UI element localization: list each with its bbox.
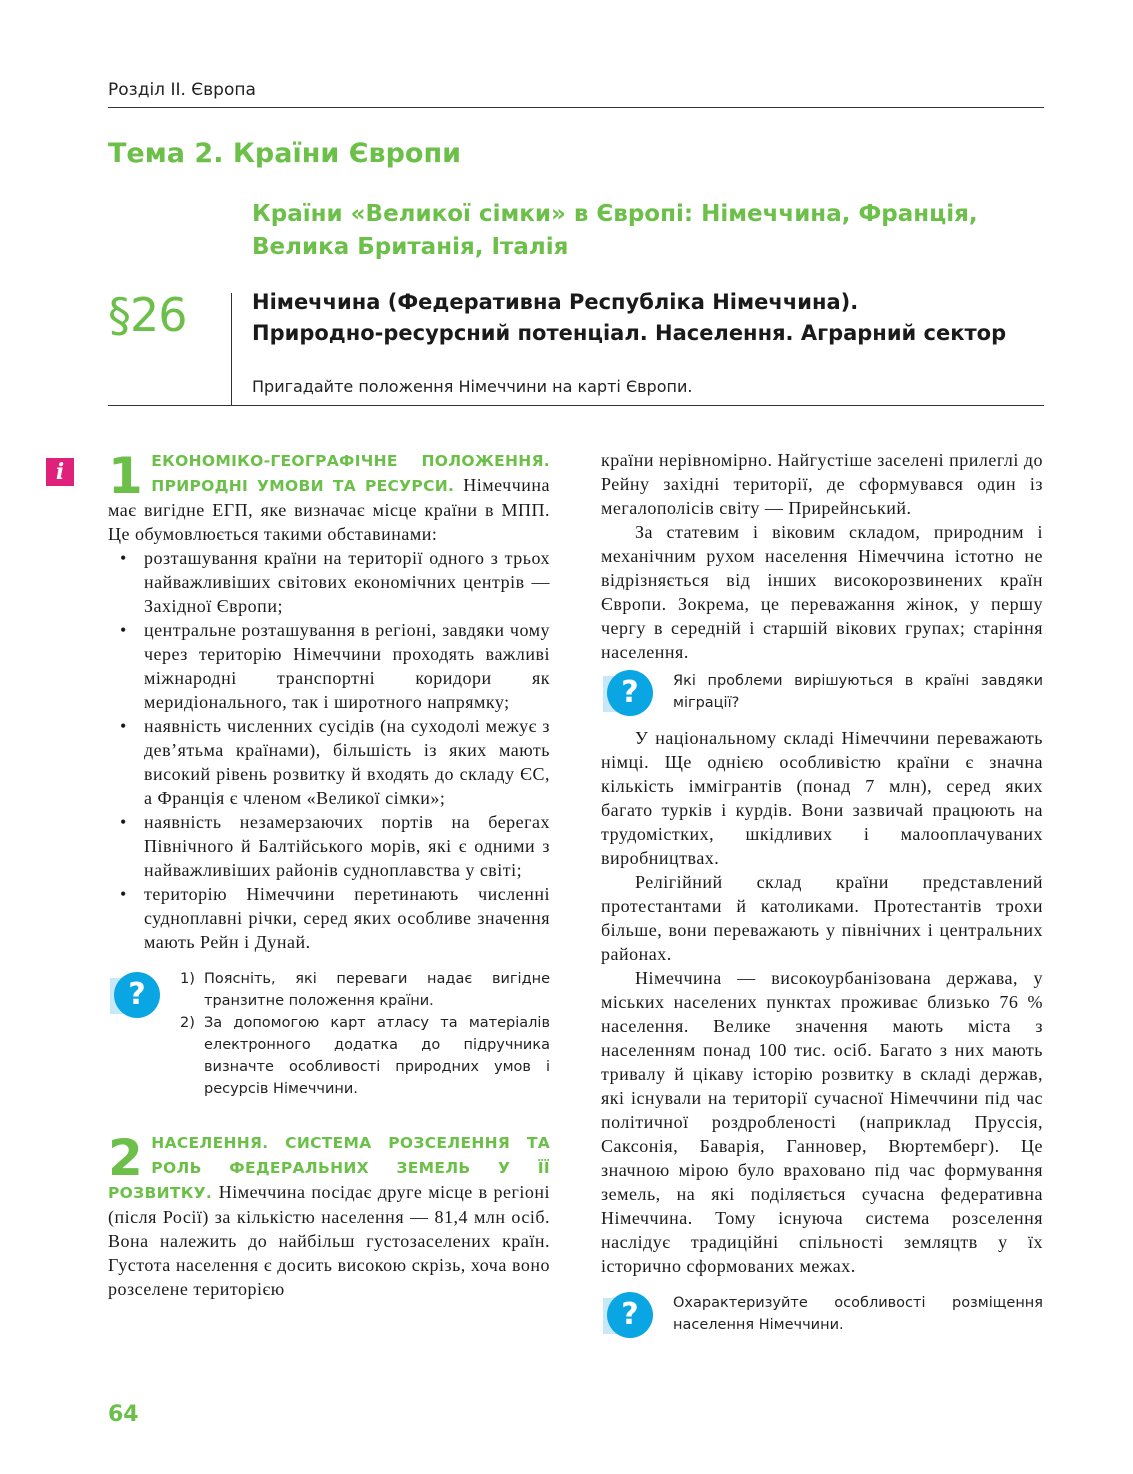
paragraph-rule xyxy=(108,405,1044,406)
section-1 xyxy=(108,448,550,546)
header-rule xyxy=(108,107,1044,108)
question-item xyxy=(180,968,550,1012)
list-item: • територію Німеччини перетинають численні судноплавні річки, серед яких особливе значення мають Рейн і Дунай. xyxy=(108,882,550,954)
paragraph-national-composition: У національному складі Німеччини переважають німці. Ще однією особливістю країни є значна кількість іммігрантів (понад 7 млн), серед яких багато турків і курдів. Вони зазвичай працюють на трудомістких, шкідливих і малооплачуваних виробництвах. xyxy=(601,728,1043,868)
section-1-bullet-list xyxy=(108,546,550,954)
info-icon: i xyxy=(46,458,74,486)
section-2-number: 2 xyxy=(108,1129,144,1187)
paragraph-urbanization: Німеччина — високоурбанізована держава, у міських населених пунктах проживає близько 76 % населення. Велике значення мають міста з населенням понад 100 тис. осіб. Багато з них мають тривалу й цікаву історію розвитку в складі держав, які існували на території сучасної Німеччини під час політичної роздробленості (наприклад Пруссія, Саксонія, Баварія, Ганновер, Вюртемберг). Це значною мірою було враховано під час формування земель, на які поділяється сучасна федеративна Німеччина. Тому існуюча система розселення наслідує традиційні спільності земляцтв у їх історично сформованих межах. xyxy=(601,968,1043,1276)
paragraph-title-line-2: Природно-ресурсний потенціал. Населення. Аграрний сектор xyxy=(252,321,1007,345)
list-item: • центральне розташування в регіоні, завдяки чому через територію Німеччини проходять важливі міжнародні транспортні коридори як меридіонального, так і широтного напрямку; xyxy=(108,618,550,714)
list-item: • наявність численних сусідів (на суходолі межує з дев’ятьма країнами), більшість із яких мають високий рівень розвитку й входять до складу ЄС, а Франція є членом «Великої сімки»; xyxy=(108,714,550,810)
page-number: 64 xyxy=(108,1402,139,1427)
placement-question xyxy=(601,1292,1043,1340)
subtopic-title xyxy=(252,198,1032,264)
paragraph-number: §26 xyxy=(108,288,187,342)
recall-prompt: Пригадайте положення Німеччини на карті Європи. xyxy=(252,377,693,396)
list-item: • наявність незамерзаючих портів на берегах Північного й Балтійського морів, які є одними з найважливіших районів судноплавства у світі; xyxy=(108,810,550,882)
left-column xyxy=(108,448,550,1301)
section-2-continuation: країни нерівномірно. Найгустіше заселені прилеглі до Рейну західні території, де сформувався один із мегалополісів світу — Прирейнський. xyxy=(601,450,1043,518)
paragraph-title xyxy=(252,287,1042,349)
right-column xyxy=(601,448,1043,1340)
paragraph-gender-age: За статевим і віковим складом, природним і механічним рухом населення Німеччина істотно не відрізняється від інших високорозвинених країн Європи. Зокрема, це переважання жінок, у першу чергу в середній і старшій вікових групах; старіння населення. xyxy=(601,522,1043,662)
running-head: Розділ ІІ. Європа xyxy=(108,80,256,100)
question-list xyxy=(180,968,550,1100)
subtopic-line-2: Велика Британія, Італія xyxy=(252,234,569,260)
section-2-heading: НАСЕЛЕННЯ. СИСТЕМА РОЗСЕЛЕННЯ ТА РОЛЬ ФЕДЕРАЛЬНИХ ЗЕМЕЛЬ У ЇЇ РОЗВИТКУ. xyxy=(108,1134,550,1202)
question-item xyxy=(180,1012,550,1100)
subtopic-line-1: Країни «Великої сімки» в Європі: Німеччина, Франція, xyxy=(252,201,978,227)
question-text: За допомогою карт атласу та матеріалів електронного додатка до підручника визначте особливості природних умов і ресурсів Німеччини. xyxy=(204,1015,550,1097)
list-item: • розташування країни на території одного з трьох найважливіших світових економічних центрів — Західної Європи; xyxy=(108,546,550,618)
paragraph-divider xyxy=(231,293,232,406)
section-1-heading: ЕКОНОМІКО-ГЕОГРАФІЧНЕ ПОЛОЖЕННЯ. ПРИРОДНІ УМОВИ ТА РЕСУРСИ. xyxy=(151,452,550,495)
question-text: Поясніть, які переваги надає вигідне транзитне положення країни. xyxy=(204,971,550,1009)
question-text: Які проблеми вирішуються в країні завдяки міграції? xyxy=(673,673,1043,711)
section-2 xyxy=(108,1130,550,1301)
section-1-questions xyxy=(108,968,550,1108)
paragraph-religion: Релігійний склад країни представлений протестантами й католиками. Протестантів трохи більше, вони переважають у північних і центральних районах. xyxy=(601,872,1043,964)
question-number: 2) xyxy=(180,1015,195,1031)
question-icon: ? xyxy=(603,1292,651,1340)
paragraph-title-line-1: Німеччина (Федеративна Республіка Німеччина). xyxy=(252,290,859,314)
section-2-intro: Німеччина посідає друге місце в регіоні (після Росії) за кількістю населення — 81,4 млн осіб. Вона належить до найбільш густозаселених країн. Густота населення є досить високою скрізь, хоча воно розселене територією xyxy=(108,1182,550,1299)
migration-question xyxy=(601,670,1043,718)
section-1-intro: Німеччина має вигідне ЕГП, яке визначає місце країни в МПП. Це обумовлюється такими обставинами: xyxy=(108,475,550,544)
question-text: Охарактеризуйте особливості розміщення населення Німеччини. xyxy=(673,1295,1043,1333)
topic-title: Тема 2. Країни Європи xyxy=(108,138,462,169)
question-icon: ? xyxy=(110,972,158,1020)
section-1-number: 1 xyxy=(108,447,144,505)
question-number: 1) xyxy=(180,971,195,987)
question-icon: ? xyxy=(603,670,651,718)
